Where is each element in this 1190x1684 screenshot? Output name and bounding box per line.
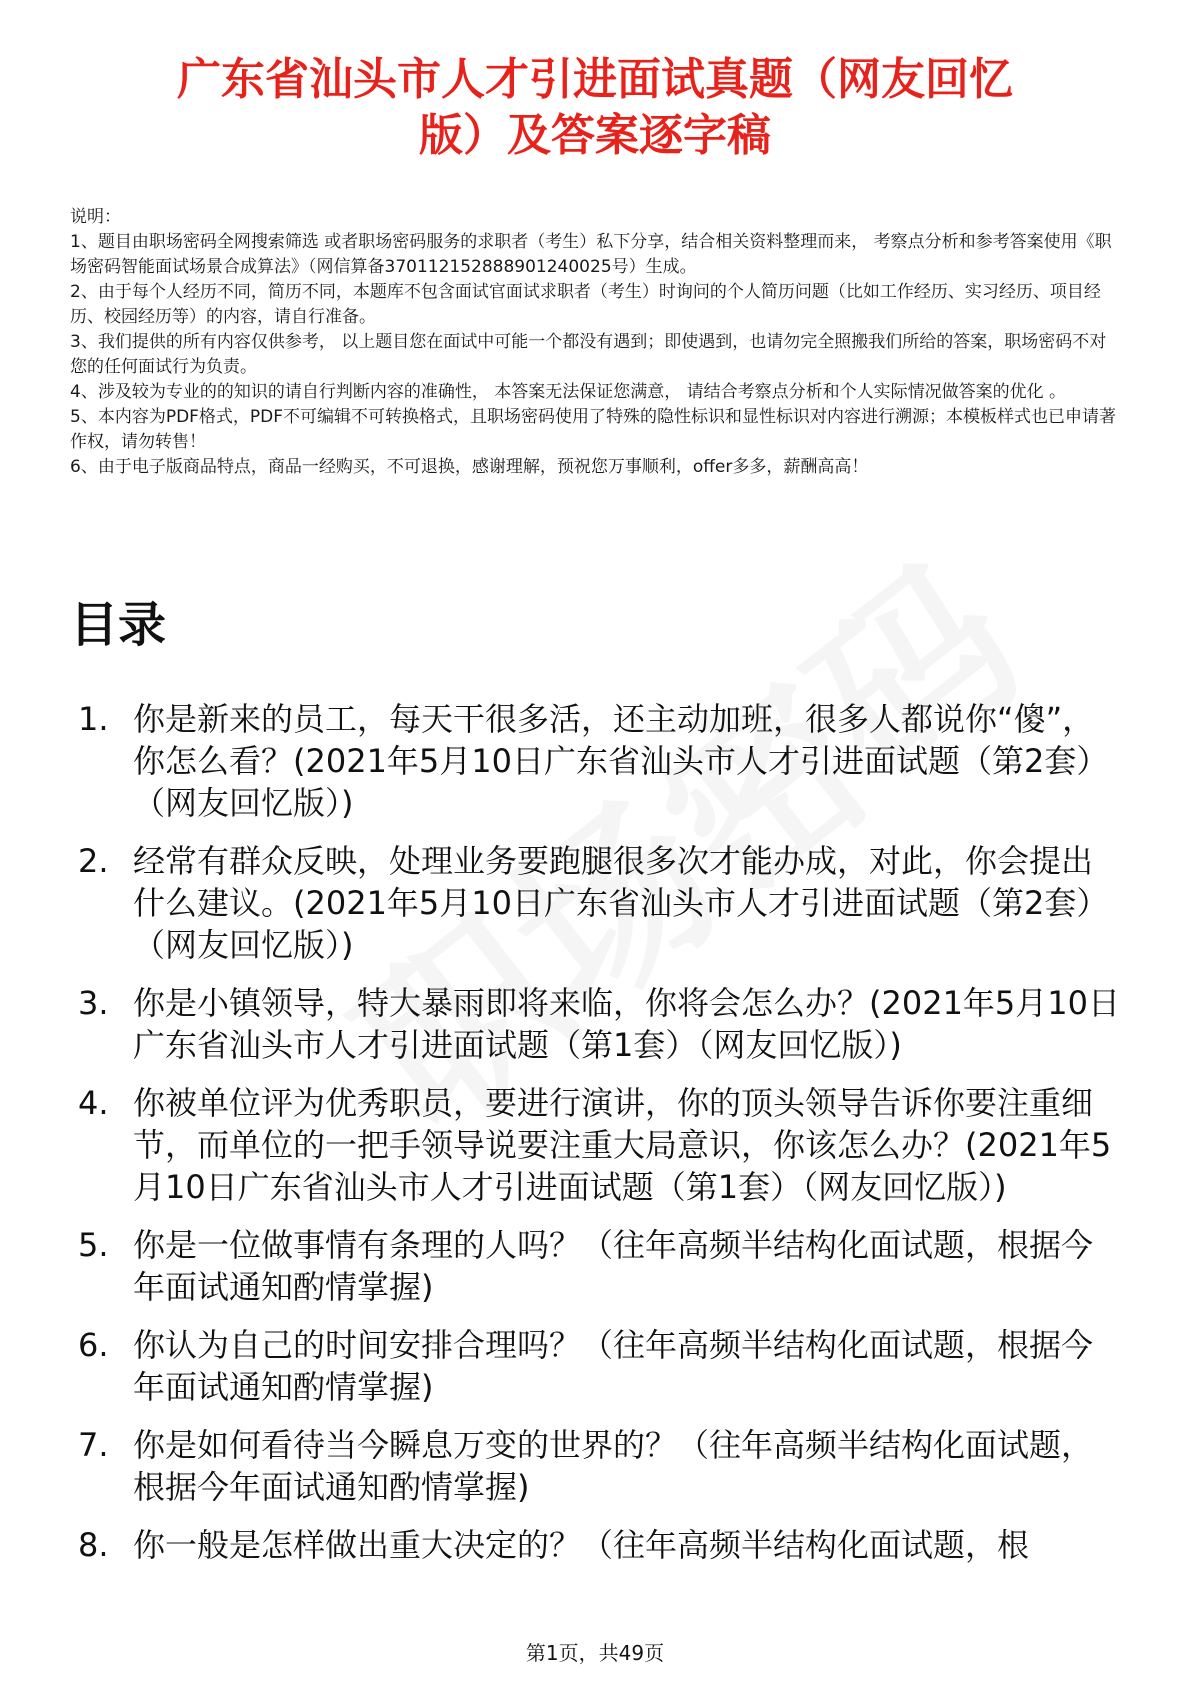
page-number-footer: 第1页，共49页 [525, 1641, 665, 1665]
toc-item[interactable] [70, 840, 1120, 966]
notes-line: 4、涉及较为专业的的知识的请自行判断内容的准确性， 本答案无法保证您满意， 请结合考察点分析和个人实际情况做答案的优化 。 [70, 382, 1067, 402]
toc-item[interactable] [70, 982, 1120, 1066]
toc-item-number: 2. [78, 842, 109, 880]
toc-item-text: 你是新来的员工，每天干很多活，还主动加班，很多人都说你“傻”，你怎么看？(2021年5月10日广东省汕头市人才引进面试题（第2套）（网友回忆版）) [133, 700, 1109, 822]
toc-heading: 目录 [70, 597, 167, 653]
toc-item-text: 你认为自己的时间安排合理吗？（往年高频半结构化面试题，根据今年面试通知酌情掌握) [133, 1326, 1094, 1406]
toc-item-number: 3. [78, 984, 109, 1022]
notes-line: 3、我们提供的所有内容仅供参考， 以上题目您在面试中可能一个都没有遇到；即使遇到，也请勿完全照搬我们所给的答案，职场密码不对您的任何面试行为负责。 [70, 332, 1107, 377]
toc-item-number: 7. [78, 1426, 109, 1464]
title-line-1: 广东省汕头市人才引进面试真题（网友回忆 [177, 54, 1013, 105]
toc-item-text: 你是如何看待当今瞬息万变的世界的？（往年高频半结构化面试题，根据今年面试通知酌情掌握) [133, 1426, 1094, 1506]
toc-item[interactable] [70, 1424, 1120, 1508]
toc-item-text: 你一般是怎样做出重大决定的？（往年高频半结构化面试题，根 [133, 1526, 1030, 1564]
notes-line: 5、本内容为PDF格式，PDF不可编辑不可转换格式，且职场密码使用了特殊的隐性标识和显性标识对内容进行溯源；本模板样式也已申请著作权，请勿转售！ [70, 407, 1117, 452]
toc-item-text: 你是一位做事情有条理的人吗？（往年高频半结构化面试题，根据今年面试通知酌情掌握) [133, 1226, 1094, 1306]
document-title [70, 52, 1120, 164]
toc-item-number: 8. [78, 1526, 109, 1564]
notes-line: 2、由于每个人经历不同，简历不同，本题库不包含面试官面试求职者（考生）时询问的个人简历问题（比如工作经历、实习经历、项目经历、校园经历等）的内容，请自行准备。 [70, 282, 1101, 327]
toc-item[interactable] [70, 698, 1120, 824]
title-line-2: 版）及答案逐字稿 [419, 110, 771, 161]
toc-item-text: 经常有群众反映，处理业务要跑腿很多次才能办成，对此，你会提出什么建议。(2021年5月10日广东省汕头市人才引进面试题（第2套）（网友回忆版）) [133, 842, 1109, 964]
toc-item-text: 你被单位评为优秀职员，要进行演讲，你的顶头领导告诉你要注重细节，而单位的一把手领导说要注重大局意识，你该怎么办？(2021年5月10日广东省汕头市人才引进面试题（第1套）（网友回忆版）) [133, 1084, 1112, 1206]
toc-item[interactable] [70, 1324, 1120, 1408]
toc-item[interactable] [70, 1082, 1120, 1208]
toc-item-number: 5. [78, 1226, 109, 1264]
toc-item-text: 你是小镇领导，特大暴雨即将来临，你将会怎么办？(2021年5月10日广东省汕头市人才引进面试题（第1套）（网友回忆版）) [133, 984, 1121, 1064]
toc-item-number: 1. [78, 700, 109, 738]
toc-item[interactable] [70, 1524, 1120, 1566]
notes-line: 说明： [70, 207, 121, 227]
notes-line: 6、由于电子版商品特点，商品一经购买，不可退换，感谢理解，预祝您万事顺利，offer多多，薪酬高高！ [70, 457, 869, 477]
notes-line: 1、题目由职场密码全网搜索筛选 或者职场密码服务的求职者（考生）私下分享，结合相关资料整理而来， 考察点分析和参考答案使用《职场密码智能面试场景合成算法》（网信算备370112152888901240025号）生成。 [70, 232, 1112, 277]
toc-item[interactable] [70, 1224, 1120, 1308]
toc-item-number: 6. [78, 1326, 109, 1364]
toc-item-number: 4. [78, 1084, 109, 1122]
table-of-contents [70, 698, 1120, 1582]
instructions-block [70, 205, 1120, 480]
